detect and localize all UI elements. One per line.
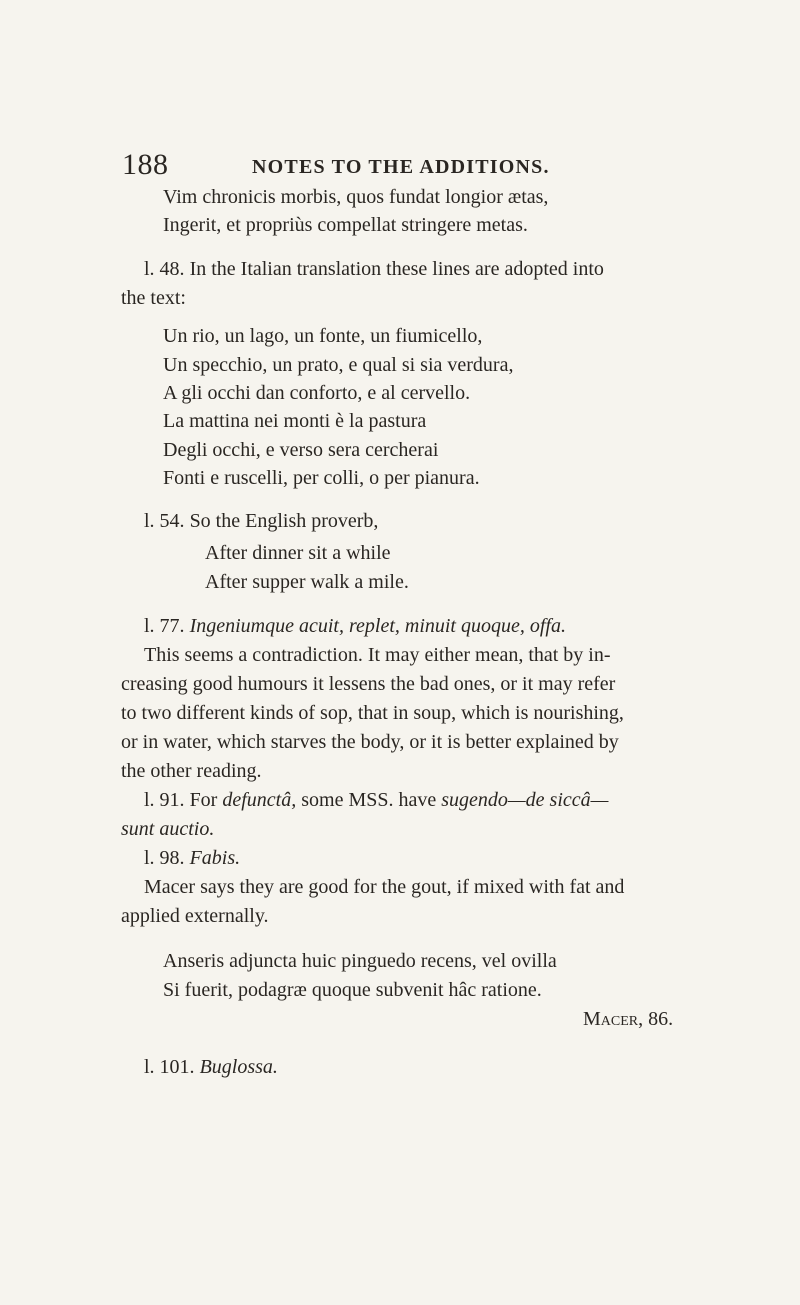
latin-word: Buglossa. — [199, 1056, 278, 1078]
note-text: creasing good humours it lessens the bad ones, or it may refer — [121, 673, 616, 695]
note-77-line — [144, 614, 566, 638]
latin-variant: sugendo—de siccâ— — [441, 789, 609, 811]
line-ref: l. 101. — [144, 1056, 195, 1078]
attribution: Macer, 86. — [583, 1008, 674, 1030]
note-91-line — [144, 788, 608, 812]
note-101-line — [144, 1055, 278, 1079]
latin-word: Fabis. — [189, 847, 241, 869]
line-ref: l. 54. — [144, 510, 185, 532]
line-ref: l. 48. — [144, 258, 185, 280]
latin-quote: Ingeniumque acuit, replet, minuit quoque, offa. — [189, 615, 566, 637]
verse-line: A gli occhi dan conforto, e al cervello. — [163, 382, 471, 404]
verse-line: Degli occhi, e verso sera cercherai — [163, 439, 439, 461]
note-text: This seems a contradiction. It may either mean, that by in- — [144, 644, 611, 666]
verse-line: Fonti e ruscelli, per colli, o per pianura. — [163, 467, 480, 489]
note-text: some MSS. have — [301, 789, 437, 811]
verse-line: Vim chronicis morbis, quos fundat longior ætas, — [163, 186, 549, 208]
note-48-line — [144, 257, 604, 281]
note-text: the text: — [121, 287, 186, 309]
verse-line: Un rio, un lago, un fonte, un fiumicello, — [163, 325, 483, 347]
verse-line: Anseris adjuncta huic pinguedo recens, vel ovilla — [163, 950, 557, 972]
running-head: NOTES TO THE ADDITIONS. — [252, 156, 550, 178]
note-98-line — [144, 846, 240, 870]
note-text: In the Italian translation these lines are adopted into — [189, 258, 604, 280]
line-ref: l. 98. — [144, 847, 185, 869]
note-text: applied externally. — [121, 905, 269, 927]
note-54-line — [144, 509, 378, 533]
latin-variant: sunt auctio. — [121, 818, 215, 840]
note-text: For — [189, 789, 218, 811]
note-text: to two different kinds of sop, that in soup, which is nourishing, — [121, 702, 624, 724]
note-text: the other reading. — [121, 760, 262, 782]
proverb-line: After supper walk a mile. — [205, 571, 409, 593]
note-text: Macer says they are good for the gout, if mixed with fat and — [144, 876, 625, 898]
line-ref: l. 77. — [144, 615, 185, 637]
verse-line: Ingerit, et propriùs compellat stringere metas. — [163, 214, 528, 236]
latin-word: defunctâ, — [222, 789, 297, 811]
page-header — [122, 148, 682, 188]
verse-line: La mattina nei monti è la pastura — [163, 410, 427, 432]
page-number: 188 — [122, 148, 169, 181]
verse-line: Si fuerit, podagræ quoque subvenit hâc ratione. — [163, 979, 542, 1001]
line-ref: l. 91. — [144, 789, 185, 811]
verse-line: Un specchio, un prato, e qual si sia verdura, — [163, 354, 514, 376]
note-text: So the English proverb, — [189, 510, 379, 532]
note-text: or in water, which starves the body, or it is better explained by — [121, 731, 619, 753]
proverb-line: After dinner sit a while — [205, 542, 391, 564]
